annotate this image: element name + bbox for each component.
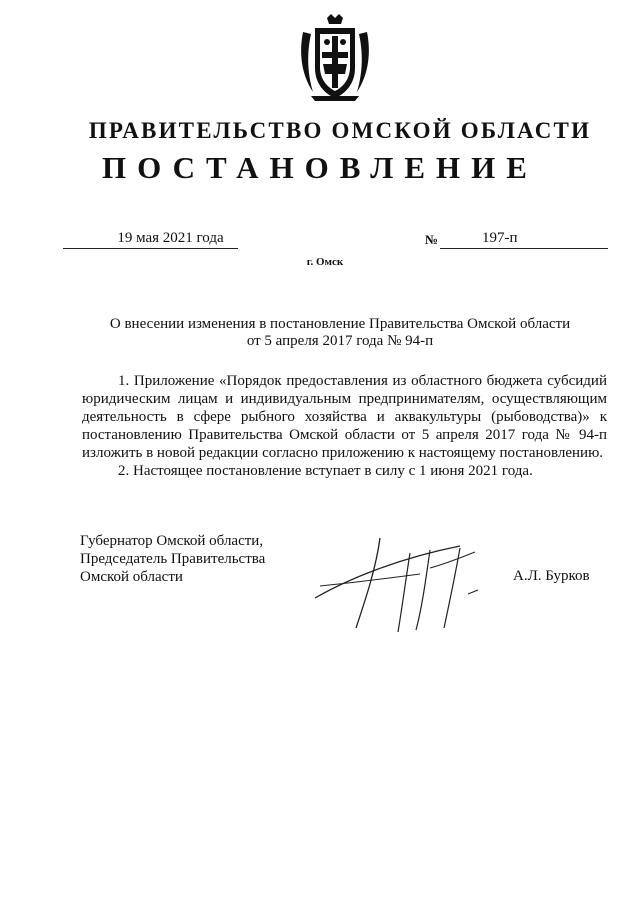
paragraph-2: 2. Настоящее постановление вступает в силу с 1 июня 2021 года. <box>118 463 533 479</box>
document-number-field <box>440 230 608 249</box>
city: г. Омск <box>306 256 344 268</box>
document-body <box>82 372 607 480</box>
document-subject <box>80 316 600 350</box>
document-date-field <box>63 230 238 249</box>
signatory-title-line-1: Губернатор Омской области, <box>80 533 264 549</box>
signatory-title-line-2: Председатель Правительства <box>80 551 266 567</box>
document-date: 19 мая 2021 года <box>117 230 224 246</box>
subject-line-1: О внесении изменения в постановление Правительства Омской области <box>109 316 571 332</box>
subject-line-2: от 5 апреля 2017 года № 94-п <box>246 333 434 349</box>
signatory-name: А.Л. Бурков <box>513 568 590 584</box>
document-type: ПОСТАНОВЛЕНИЕ <box>102 150 538 185</box>
signatory-title-line-3: Омской области <box>80 569 183 585</box>
signatory-title <box>80 532 265 586</box>
number-sign: № <box>425 232 439 247</box>
coat-of-arms-icon <box>297 12 373 102</box>
handwritten-signature <box>310 528 510 638</box>
document-number: 197-п <box>482 230 518 246</box>
organization-title: ПРАВИТЕЛЬСТВО ОМСКОЙ ОБЛАСТИ <box>88 118 592 143</box>
paragraph-1: 1. Приложение «Порядок предоставления из областного бюджета субсидий юридическим лицам и индивидуальным предпринимателям, осуществляющим деятельность в сфере рыбного хозяйства и аквакультуры (рыбоводства)» к постановлению Правительства Омской области от 5 апреля 2017 года № 94-п изложить в новой редакции согласно приложению к настоящему постановлению. <box>82 373 607 461</box>
